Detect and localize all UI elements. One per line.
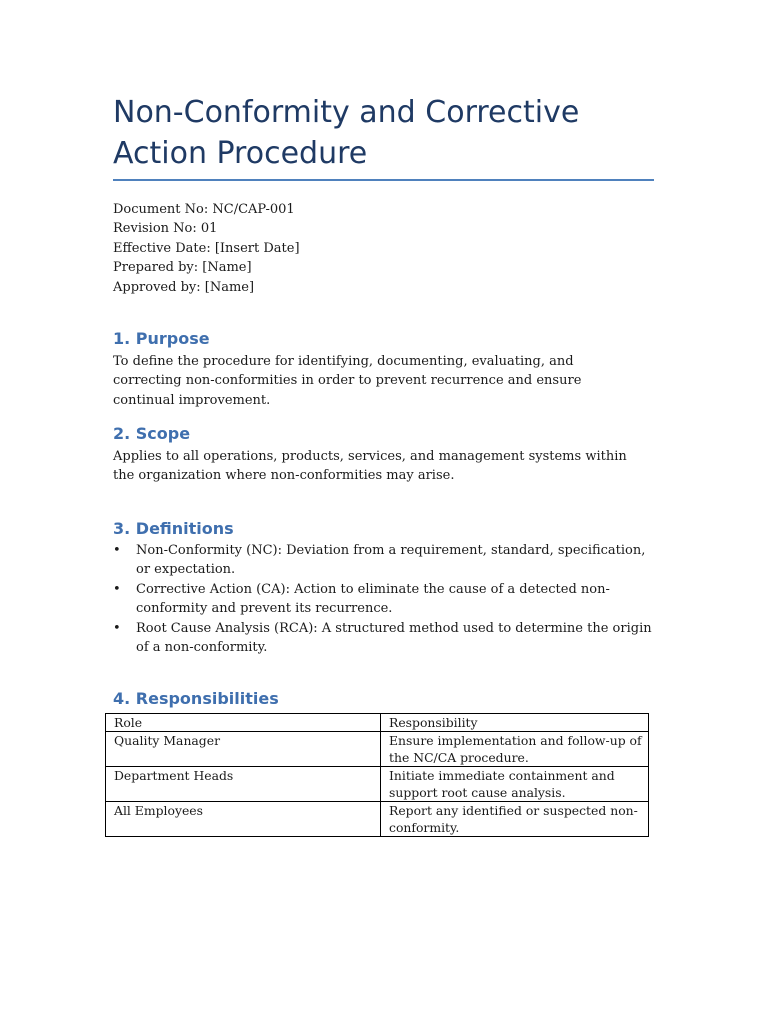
responsibilities-heading: 4. Responsibilities: [113, 689, 279, 708]
purpose-heading: 1. Purpose: [113, 329, 210, 348]
definition-nc: Non-Conformity (NC): Deviation from a requirement, standard, specification, or expectation.: [136, 543, 646, 578]
table-row: [106, 732, 649, 767]
purpose-text: To define the procedure for identifying, documenting, evaluating, and correcting non-conformities in order to prevent recurrence and ensure continual improvement.: [113, 354, 582, 408]
document-meta: [113, 200, 300, 297]
column-header-responsibility: Responsibility: [381, 714, 649, 732]
bullet-icon: •: [113, 543, 121, 558]
list-item: [113, 580, 653, 619]
bullet-icon: •: [113, 581, 121, 597]
role-cell: Department Heads: [106, 767, 381, 802]
definition-ca: Corrective Action (CA): Action to eliminate the cause of a detected non-conformity and prevent its recurrence.: [136, 581, 610, 617]
responsibility-cell: Report any identified or suspected non-conformity.: [381, 802, 649, 837]
bullet-icon: •: [113, 620, 121, 636]
column-header-role: Role: [106, 714, 381, 732]
list-item: [113, 541, 653, 580]
definition-rca: Root Cause Analysis (RCA): A structured method used to determine the origin of a non-conformity.: [136, 620, 652, 656]
meta-revision-no: Revision No: 01: [113, 221, 218, 237]
responsibility-cell: Ensure implementation and follow-up of the NC/CA procedure.: [381, 732, 649, 767]
scope-text: Applies to all operations, products, services, and management systems within the organization where non-conformities may arise.: [113, 449, 627, 484]
scope-heading: 2. Scope: [113, 424, 191, 443]
meta-approved-by: Approved by: [Name]: [113, 279, 255, 295]
meta-prepared-by: Prepared by: [Name]: [113, 260, 252, 276]
responsibility-cell: Initiate immediate containment and support root cause analysis.: [381, 767, 649, 802]
meta-effective-date: Effective Date: [Insert Date]: [113, 240, 300, 256]
definitions-heading: 3. Definitions: [113, 519, 234, 538]
definitions-list: [113, 541, 653, 657]
table-row: [106, 767, 649, 802]
meta-document-no: Document No: NC/CAP-001: [113, 202, 295, 217]
role-cell: Quality Manager: [106, 732, 381, 767]
role-cell: All Employees: [106, 802, 381, 837]
document-title: Non-Conformity and Corrective Action Procedure: [113, 95, 580, 171]
title-underline: [113, 179, 654, 181]
table-row: [106, 802, 649, 837]
table-header-row: [106, 714, 649, 732]
responsibilities-table: [105, 713, 649, 837]
list-item: [113, 619, 653, 658]
